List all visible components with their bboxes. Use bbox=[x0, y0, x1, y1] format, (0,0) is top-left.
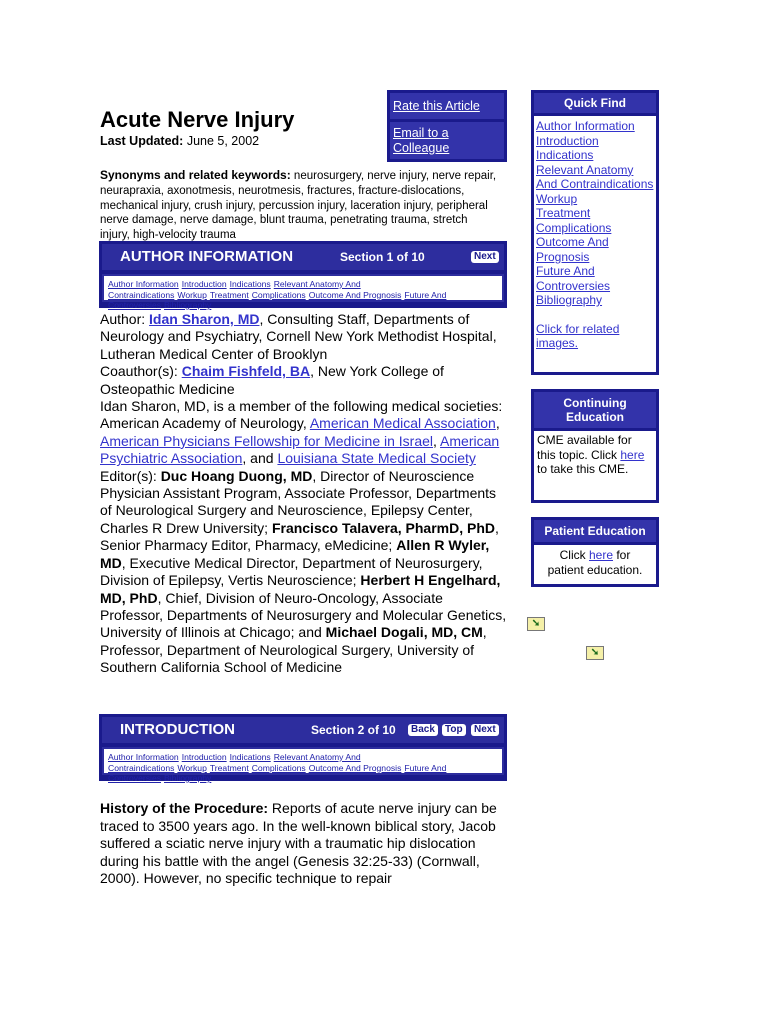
rate-cell bbox=[390, 93, 504, 119]
section-link[interactable]: Treatment bbox=[209, 289, 249, 300]
next-button[interactable]: Next bbox=[471, 724, 499, 736]
section-bar-top bbox=[102, 244, 504, 270]
author-label: Author: bbox=[100, 311, 150, 327]
section-link[interactable]: Introduction bbox=[181, 752, 227, 762]
editor-desc: , Director of Neuroscience Physician Assistant Program, Associate Professor, Departments of Neurological Surgery and Neuroscience, Epilepsy Center, Charles R Drew University; bbox=[100, 467, 497, 536]
editor-name: Duc Hoang Duong, MD bbox=[160, 467, 313, 484]
author-information-body bbox=[100, 311, 508, 677]
patient-ed-text: Click bbox=[559, 548, 589, 562]
history-label: History of the Procedure: bbox=[100, 800, 269, 816]
quick-find-body bbox=[534, 116, 656, 372]
section-link[interactable]: Complications bbox=[251, 762, 306, 773]
society-link[interactable]: American Psychiatric Association bbox=[100, 432, 500, 467]
quick-find-link[interactable]: Bibliography bbox=[536, 293, 603, 307]
quick-find-link[interactable]: Workup bbox=[536, 191, 578, 206]
section-link[interactable]: Bibliography bbox=[164, 773, 212, 783]
top-button[interactable]: Top bbox=[442, 724, 466, 736]
next-button[interactable]: Next bbox=[471, 251, 499, 263]
page-title: Acute Nerve Injury bbox=[100, 107, 295, 132]
editor-desc: , Executive Medical Director, Department of Neurosurgery, Division of Epilepsy, Vertis Neuroscience; bbox=[100, 554, 483, 589]
quick-find-link[interactable]: Treatment bbox=[536, 206, 591, 220]
coauthor-label: Coauthor(s): bbox=[100, 363, 182, 380]
quick-find-link[interactable]: Complications bbox=[536, 220, 612, 235]
section-link[interactable]: Workup bbox=[177, 762, 207, 773]
section-link[interactable]: Complications bbox=[251, 289, 306, 300]
synonyms-block bbox=[100, 168, 500, 243]
email-cell bbox=[390, 122, 504, 159]
quick-find-link[interactable]: Outcome And Prognosis bbox=[536, 235, 609, 264]
section-bar-author bbox=[99, 241, 507, 308]
editors-label: Editor(s): bbox=[100, 467, 161, 484]
introduction-body bbox=[100, 800, 500, 888]
quick-find-title: Quick Find bbox=[534, 93, 656, 113]
separator: , bbox=[495, 415, 500, 432]
section-bar-top bbox=[102, 717, 504, 743]
cme-box bbox=[531, 389, 659, 503]
section-link[interactable]: Relevant Anatomy And Contraindications bbox=[108, 279, 361, 300]
societies-line bbox=[100, 398, 508, 468]
section-link[interactable]: Bibliography bbox=[164, 300, 212, 310]
cme-text: to take this CME. bbox=[537, 462, 629, 476]
editor-desc: , Professor, Department of Neurological Surgery, University of Southern California School of Medicine bbox=[100, 624, 487, 676]
last-updated-date: June 5, 2002 bbox=[183, 134, 260, 148]
arrow-icon[interactable]: ➘ bbox=[527, 617, 545, 631]
patient-education-box bbox=[531, 517, 659, 587]
cme-here-link[interactable]: here bbox=[620, 447, 645, 462]
email-colleague-link[interactable]: Email to a Colleague bbox=[393, 126, 450, 155]
section-link[interactable]: Treatment bbox=[209, 762, 249, 773]
section-link[interactable]: Outcome And Prognosis bbox=[308, 762, 402, 773]
article-actions-box bbox=[387, 90, 507, 162]
quick-find-link[interactable]: Introduction bbox=[536, 133, 599, 148]
synonyms-label: Synonyms and related keywords: bbox=[100, 168, 291, 182]
editor-desc: , Senior Pharmacy Editor, Pharmacy, eMedicine; bbox=[100, 519, 499, 554]
section-link[interactable]: Outcome And Prognosis bbox=[308, 289, 402, 300]
section-link[interactable]: Relevant Anatomy And Contraindications bbox=[108, 752, 361, 773]
section-link[interactable]: Introduction bbox=[181, 279, 227, 289]
editor-name: Francisco Talavera, PharmD, PhD bbox=[271, 519, 495, 536]
separator: , bbox=[433, 432, 441, 449]
cme-body bbox=[534, 431, 656, 500]
coauthor-line bbox=[100, 363, 508, 398]
back-button[interactable]: Back bbox=[408, 724, 438, 736]
cme-title: Continuing Education bbox=[534, 392, 656, 428]
author-name-link[interactable]: Idan Sharon, MD bbox=[149, 311, 260, 327]
arrow-icon[interactable]: ➘ bbox=[586, 646, 604, 660]
patient-education-title: Patient Education bbox=[534, 520, 656, 542]
patient-ed-text: for patient education. bbox=[547, 548, 643, 577]
editor-name: Michael Dogali, MD, CM bbox=[325, 624, 483, 641]
section-link[interactable]: Indications bbox=[229, 752, 271, 762]
editor-name: Allen R Wyler, MD bbox=[100, 537, 490, 571]
editors-line bbox=[100, 468, 508, 677]
coauthor-name-link[interactable]: Chaim Fishfeld, BA bbox=[181, 363, 311, 380]
quick-find-box bbox=[531, 90, 659, 375]
section-header: AUTHOR INFORMATION bbox=[120, 248, 294, 265]
history-text: Reports of acute nerve injury can be traced to 3500 years ago. In the well-known biblical story, Jacob suffered a sciatic nerve injury with a traumatic hip dislocation during his battle with the angel (Genesis 32:25-33) (Cornwall, 2000). However, no specific technique to repair bbox=[100, 800, 497, 887]
author-desc: , Consulting Staff, Departments of Neurology and Psychiatry, Cornell New York Methodist Hospital, Lutheran Medical Center of Brooklyn bbox=[100, 311, 497, 362]
society-link[interactable]: American Physicians Fellowship for Medicine in Israel bbox=[100, 432, 434, 449]
section-links bbox=[102, 747, 504, 783]
society-link[interactable]: Louisiana State Medical Society bbox=[277, 450, 476, 467]
section-link[interactable]: Workup bbox=[177, 289, 207, 300]
section-link[interactable]: Author Information bbox=[108, 752, 179, 762]
quick-find-link[interactable]: Indications bbox=[536, 148, 594, 162]
section-number: Section 2 of 10 bbox=[311, 723, 396, 737]
separator: , and bbox=[242, 450, 278, 467]
section-bar-introduction bbox=[99, 714, 507, 781]
section-link[interactable]: Future And Controversies bbox=[108, 289, 447, 310]
author-line bbox=[100, 311, 508, 363]
related-images-link[interactable]: Click for related images. bbox=[536, 321, 620, 350]
section-link[interactable]: Future And Controversies bbox=[108, 762, 447, 783]
cme-text: CME available for this topic. Click bbox=[537, 433, 632, 462]
last-updated bbox=[100, 134, 259, 148]
section-link[interactable]: Author Information bbox=[108, 279, 179, 289]
section-number: Section 1 of 10 bbox=[340, 250, 425, 264]
quick-find-link[interactable]: Relevant Anatomy And Contraindications bbox=[536, 162, 654, 191]
member-text: Idan Sharon, MD, is a member of the following medical societies: American Academy of Neurology, bbox=[100, 398, 503, 432]
rate-article-link[interactable]: Rate this Article bbox=[393, 99, 480, 113]
section-link[interactable]: Indications bbox=[229, 279, 271, 289]
section-links bbox=[102, 274, 504, 310]
synonyms-text: neurosurgery, nerve injury, nerve repair, neurapraxia, axonotmesis, neurotmesis, fractures, fracture-dislocations, mechanical injury, crush injury, percussion injury, laceration injury, peripheral nerve damage, nerve damage, blunt trauma, penetrating trauma, stretch injury, high-velocity trauma bbox=[100, 170, 497, 242]
quick-find-link[interactable]: Author Information bbox=[536, 119, 635, 133]
editor-name: Herbert H Engelhard, MD, PhD bbox=[100, 572, 501, 606]
patient-education-body bbox=[534, 545, 656, 584]
last-updated-label: Last Updated: bbox=[100, 134, 184, 148]
patient-ed-here-link[interactable]: here bbox=[588, 548, 614, 562]
society-link[interactable]: American Medical Association bbox=[309, 415, 496, 432]
quick-find-link[interactable]: Future And Controversies bbox=[536, 264, 611, 293]
coauthor-desc: , New York College of Osteopathic Medicine bbox=[100, 363, 444, 397]
editor-desc: , Chief, Division of Neuro-Oncology, Associate Professor, Departments of Neurosurgery and Molecular Genetics, University of Illinois at Chicago; and bbox=[100, 589, 507, 641]
section-header: INTRODUCTION bbox=[120, 721, 235, 738]
